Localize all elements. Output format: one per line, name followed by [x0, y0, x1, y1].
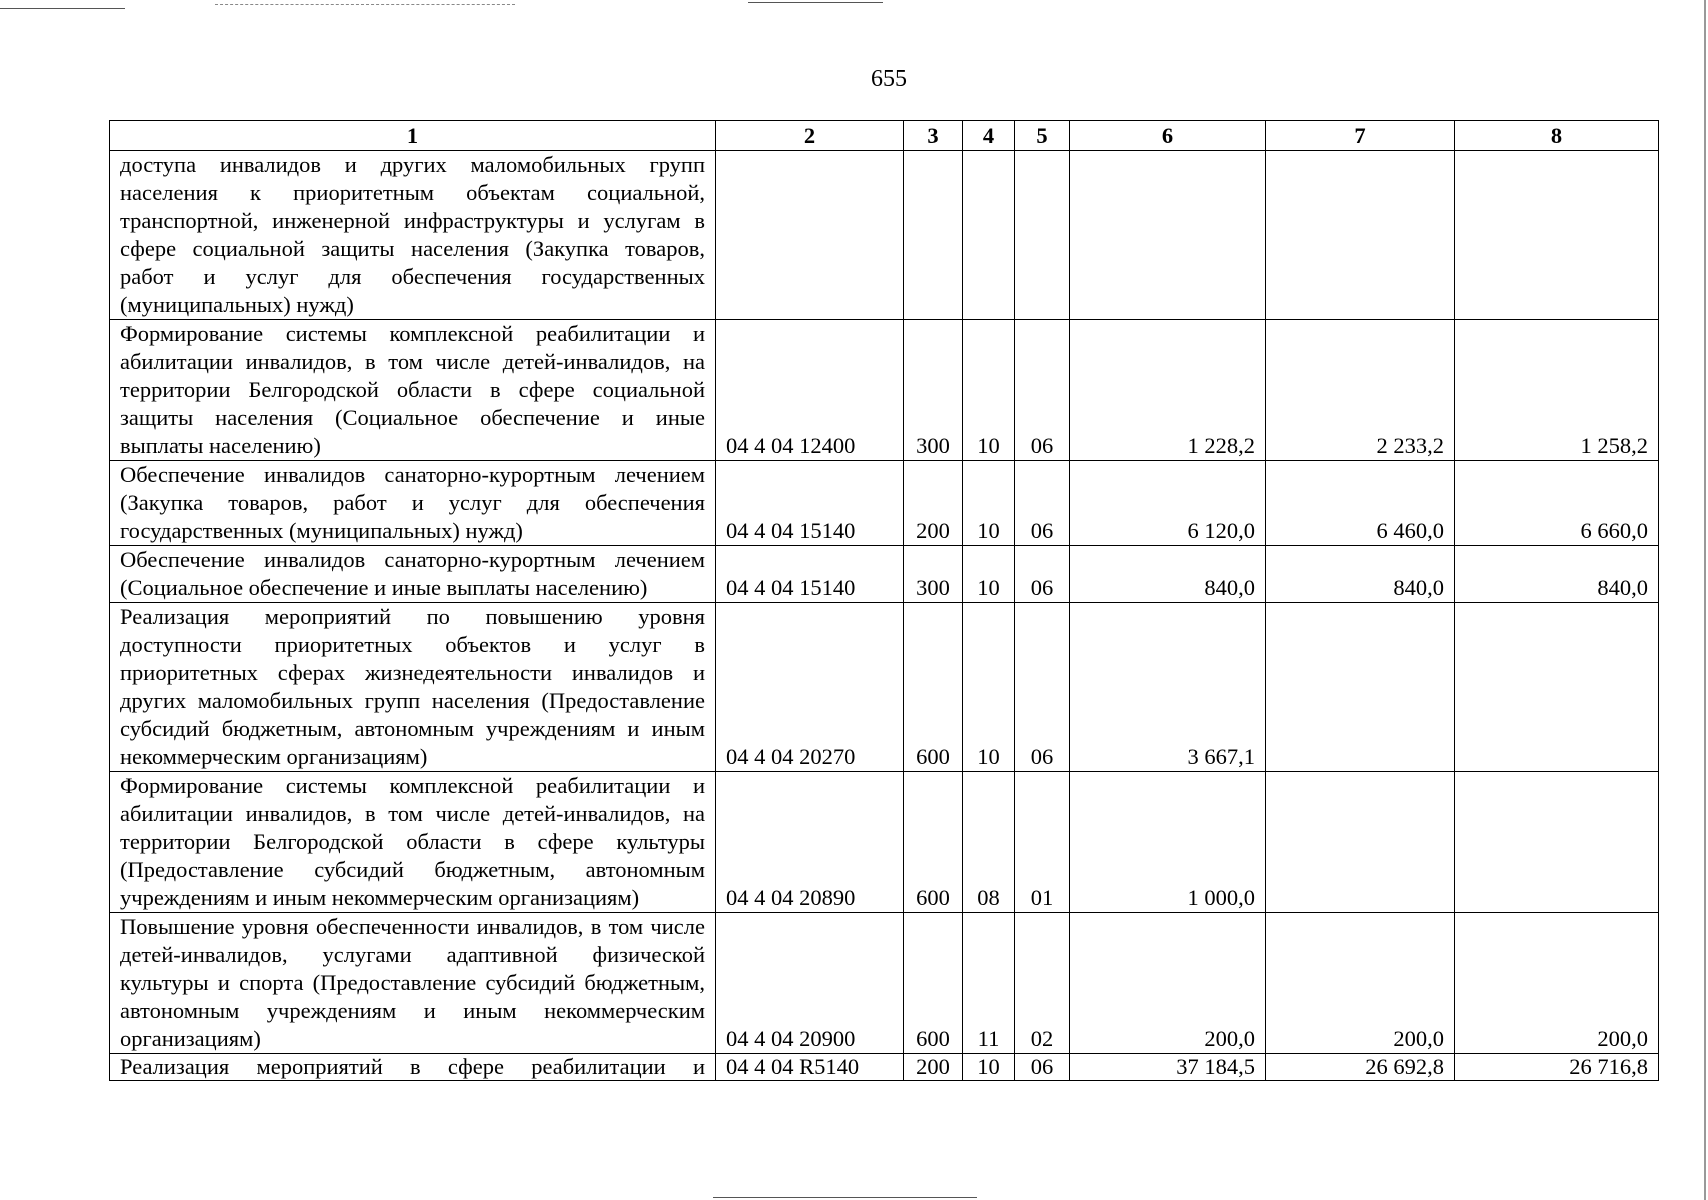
row-name: Обеспечение инвалидов санаторно-курортным лечением (Закупка товаров, работ и услуг для обеспечения государственных (муниципальных) нужд)	[110, 461, 716, 546]
row-subsection: 06	[1015, 461, 1070, 546]
column-header: 7	[1266, 121, 1455, 151]
row-amount-7: 840,0	[1266, 546, 1455, 603]
row-type: 200	[904, 1054, 963, 1081]
row-subsection: 02	[1015, 913, 1070, 1054]
row-section: 08	[963, 772, 1015, 913]
table-row	[110, 603, 1659, 772]
column-header: 3	[904, 121, 963, 151]
row-code: 04 4 04 20270	[716, 603, 904, 772]
row-amount-7: 200,0	[1266, 913, 1455, 1054]
header-row	[110, 121, 1659, 151]
row-amount-7: 2 233,2	[1266, 320, 1455, 461]
column-header: 2	[716, 121, 904, 151]
row-code: 04 4 04 20890	[716, 772, 904, 913]
row-type: 600	[904, 772, 963, 913]
row-amount-7	[1266, 772, 1455, 913]
row-section: 10	[963, 1054, 1015, 1081]
table-row	[110, 151, 1659, 320]
row-name: Формирование системы комплексной реабилитации и абилитации инвалидов, в том числе детей-инвалидов, на территории Белгородской области в сфере культуры (Предоставление субсидий бюджетным, автономным учреждениям и иным некоммерческим организациям)	[110, 772, 716, 913]
row-amount-8	[1455, 772, 1659, 913]
row-type: 300	[904, 546, 963, 603]
column-header: 6	[1070, 121, 1266, 151]
row-type: 600	[904, 603, 963, 772]
row-amount-8: 840,0	[1455, 546, 1659, 603]
scan-artifact-line	[0, 8, 125, 9]
row-subsection: 06	[1015, 603, 1070, 772]
row-name: доступа инвалидов и других маломобильных групп населения к приоритетным объектам социальной, транспортной, инженерной инфраструктуры и услугам в сфере социальной защиты населения (Закупка товаров, работ и услуг для обеспечения государственных (муниципальных) нужд)	[110, 151, 716, 320]
row-subsection: 01	[1015, 772, 1070, 913]
row-code	[716, 151, 904, 320]
row-amount-6: 37 184,5	[1070, 1054, 1266, 1081]
row-section: 11	[963, 913, 1015, 1054]
row-code: 04 4 04 15140	[716, 461, 904, 546]
table-row	[110, 772, 1659, 913]
row-section: 10	[963, 320, 1015, 461]
row-amount-7: 26 692,8	[1266, 1054, 1455, 1081]
row-section: 10	[963, 603, 1015, 772]
row-subsection	[1015, 151, 1070, 320]
column-header: 1	[110, 121, 716, 151]
row-code: 04 4 04 20900	[716, 913, 904, 1054]
scan-artifact-line	[748, 2, 883, 3]
column-header: 8	[1455, 121, 1659, 151]
row-amount-6: 3 667,1	[1070, 603, 1266, 772]
row-amount-6: 200,0	[1070, 913, 1266, 1054]
row-type: 200	[904, 461, 963, 546]
row-type: 600	[904, 913, 963, 1054]
row-section: 10	[963, 461, 1015, 546]
row-code: 04 4 04 15140	[716, 546, 904, 603]
row-code: 04 4 04 12400	[716, 320, 904, 461]
row-amount-8: 6 660,0	[1455, 461, 1659, 546]
row-amount-8: 26 716,8	[1455, 1054, 1659, 1081]
row-amount-6: 1 228,2	[1070, 320, 1266, 461]
scan-artifact-line	[713, 1197, 977, 1198]
row-amount-6: 1 000,0	[1070, 772, 1266, 913]
row-section	[963, 151, 1015, 320]
row-type	[904, 151, 963, 320]
row-subsection: 06	[1015, 1054, 1070, 1081]
table-row	[110, 461, 1659, 546]
row-amount-7	[1266, 603, 1455, 772]
row-name: Реализация мероприятий по повышению уровня доступности приоритетных объектов и услуг в приоритетных сферах жизнедеятельности инвалидов и других маломобильных групп населения (Предоставление субсидий бюджетным, автономным учреждениям и иным некоммерческим организациям)	[110, 603, 716, 772]
row-amount-8	[1455, 603, 1659, 772]
row-amount-8: 1 258,2	[1455, 320, 1659, 461]
row-name: Формирование системы комплексной реабилитации и абилитации инвалидов, в том числе детей-инвалидов, на территории Белгородской области в сфере социальной защиты населения (Социальное обеспечение и иные выплаты населению)	[110, 320, 716, 461]
table-row	[110, 320, 1659, 461]
row-amount-8: 200,0	[1455, 913, 1659, 1054]
row-amount-6: 6 120,0	[1070, 461, 1266, 546]
row-section: 10	[963, 546, 1015, 603]
table-row	[110, 1054, 1659, 1081]
row-amount-8	[1455, 151, 1659, 320]
row-amount-7: 6 460,0	[1266, 461, 1455, 546]
table-row	[110, 913, 1659, 1054]
row-amount-6: 840,0	[1070, 546, 1266, 603]
budget-table	[109, 120, 1659, 1081]
row-amount-7	[1266, 151, 1455, 320]
row-code: 04 4 04 R5140	[716, 1054, 904, 1081]
scan-artifact-line	[215, 4, 515, 5]
row-subsection: 06	[1015, 546, 1070, 603]
row-name: Повышение уровня обеспеченности инвалидов, в том числе детей-инвалидов, услугами адаптивной физической культуры и спорта (Предоставление субсидий бюджетным, автономным учреждениям и иным некоммерческим организациям)	[110, 913, 716, 1054]
column-header: 5	[1015, 121, 1070, 151]
row-type: 300	[904, 320, 963, 461]
row-name: Реализация мероприятий в сфере реабилитации и	[110, 1054, 716, 1081]
table-row	[110, 546, 1659, 603]
row-subsection: 06	[1015, 320, 1070, 461]
page-edge	[1704, 0, 1706, 1200]
page-number: 655	[871, 66, 907, 92]
row-name: Обеспечение инвалидов санаторно-курортным лечением (Социальное обеспечение и иные выплаты населению)	[110, 546, 716, 603]
column-header: 4	[963, 121, 1015, 151]
row-amount-6	[1070, 151, 1266, 320]
